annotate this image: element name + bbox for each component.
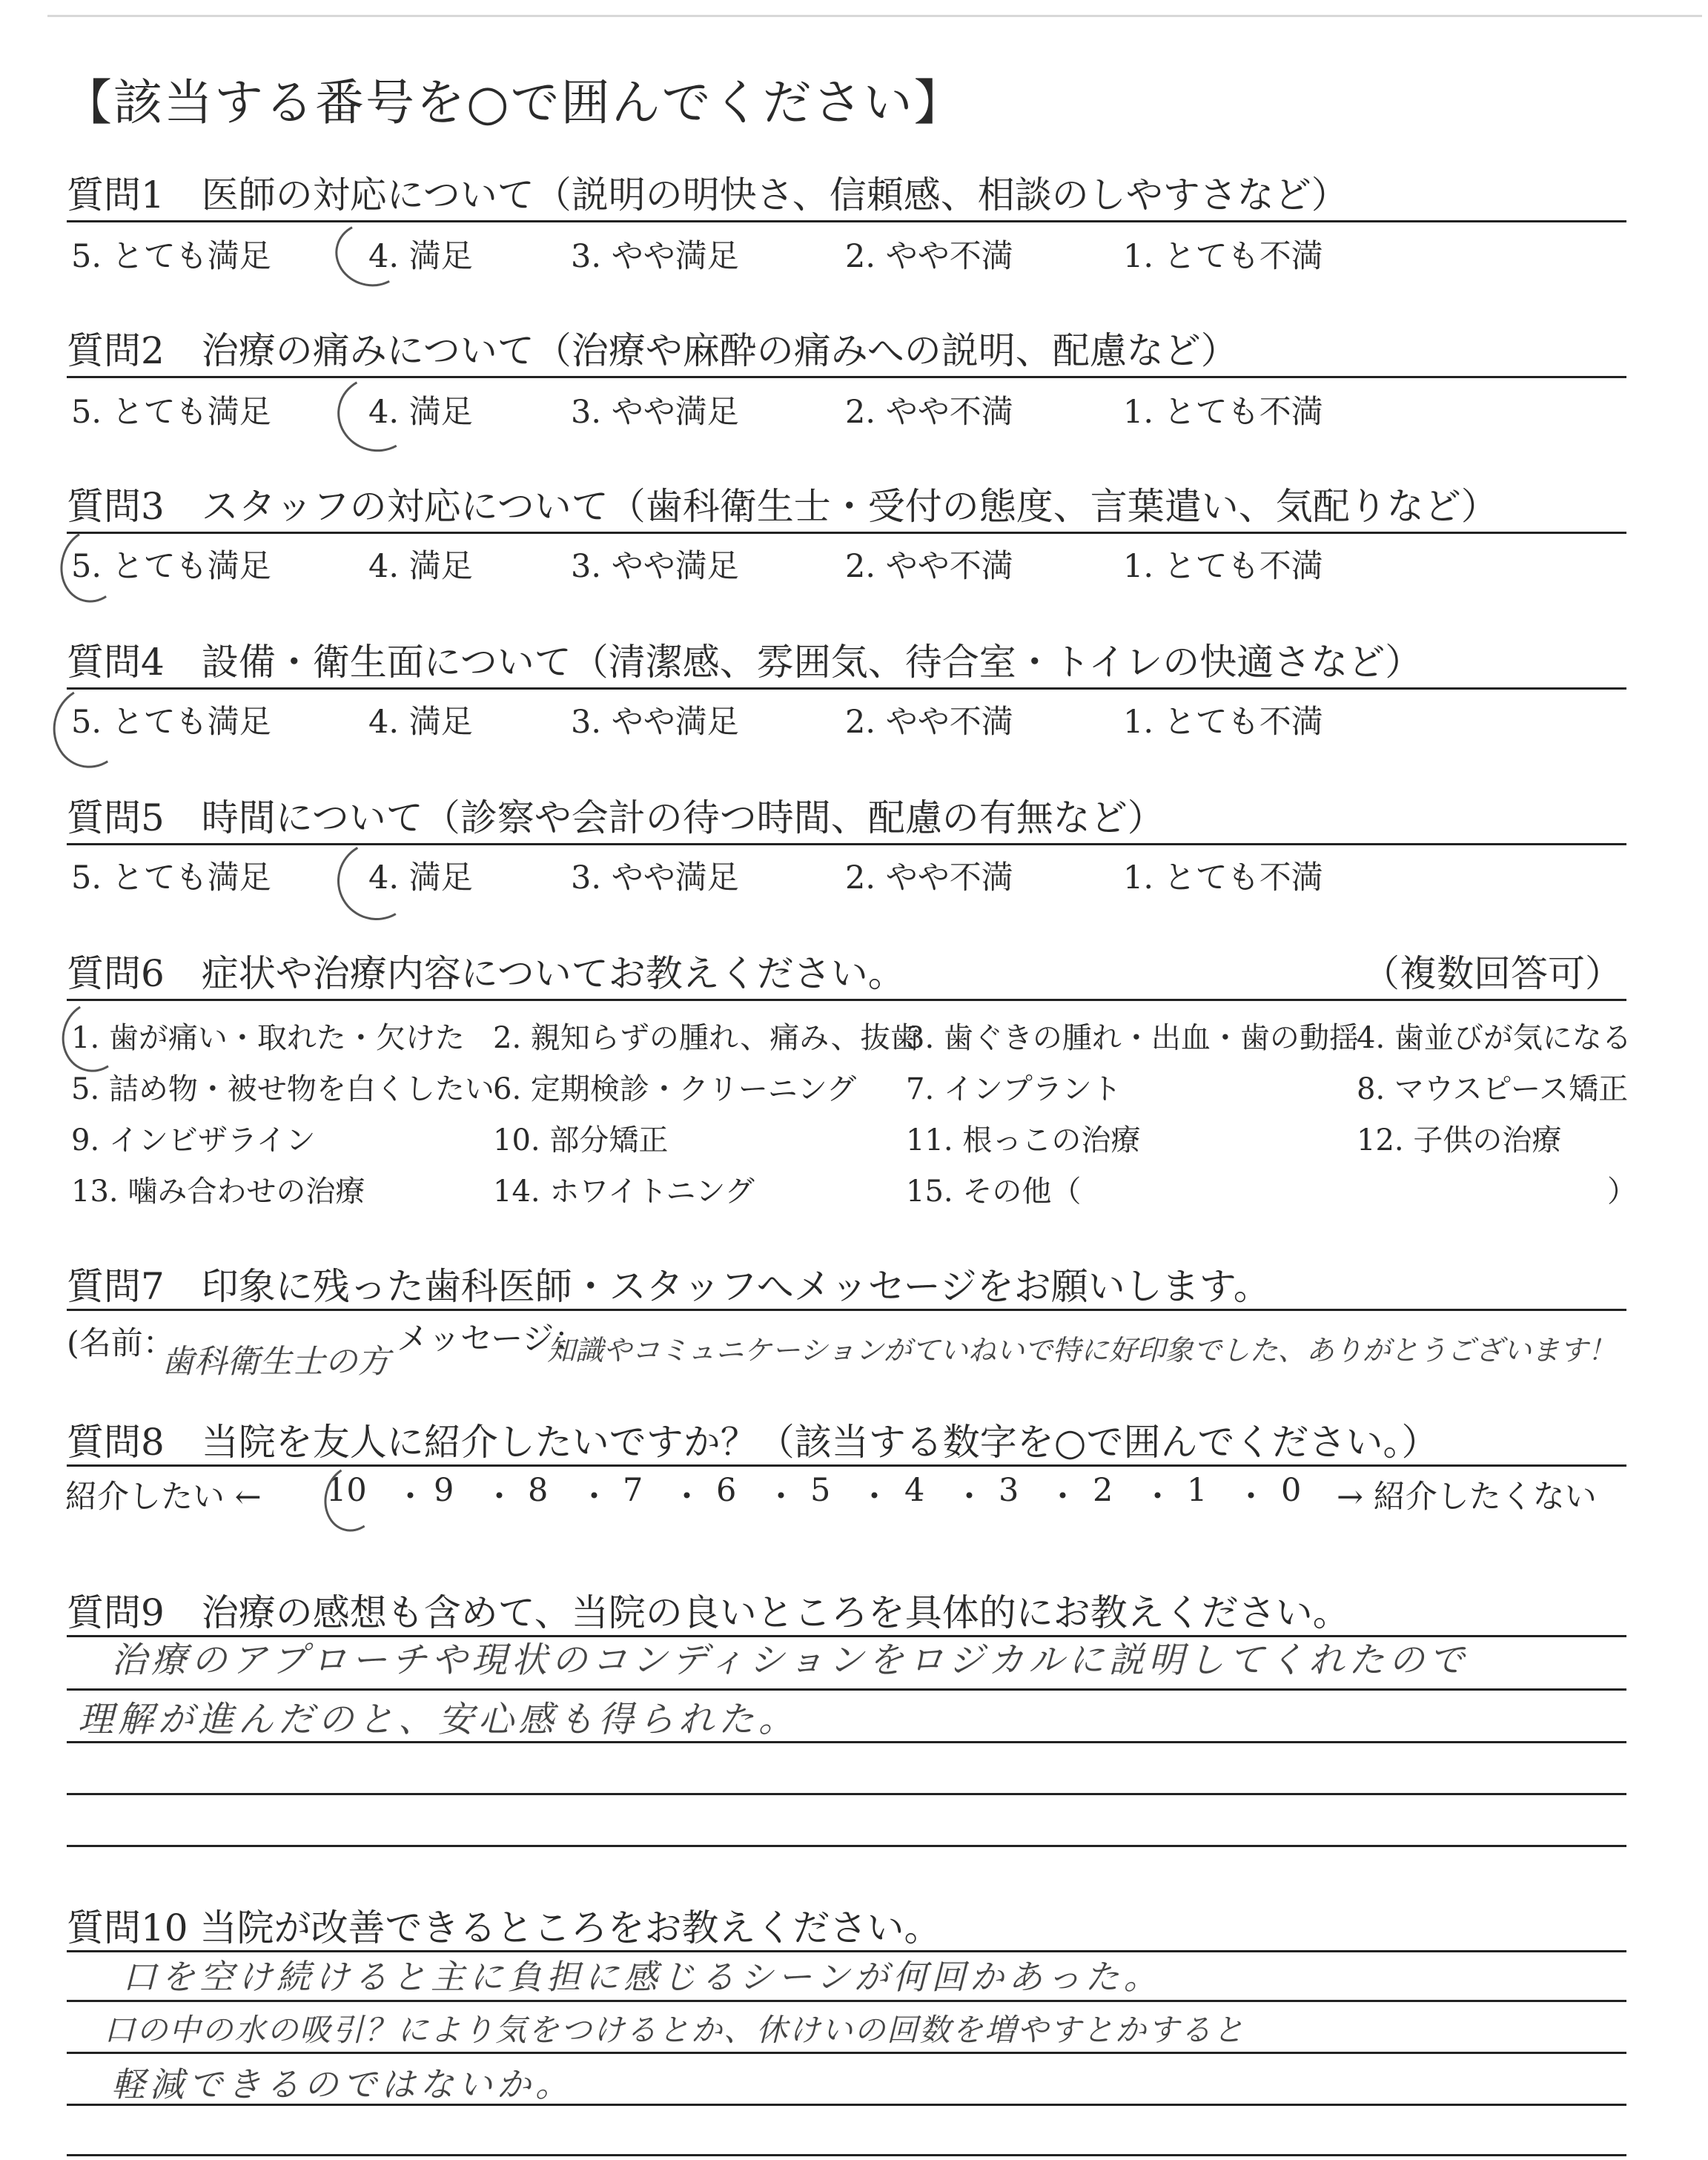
q5-option-5[interactable]: 5. とても満足: [71, 859, 271, 896]
q8-dot: ・: [858, 1479, 890, 1516]
question-7-title: 質問7 印象に残った歯科医師・スタッフへメッセージをお願いします。: [67, 1265, 1271, 1308]
q4-option-2[interactable]: 2. やや不満: [845, 704, 1013, 741]
q6-option-15[interactable]: 15. その他（: [906, 1175, 1082, 1209]
q8-dot: ・: [765, 1479, 797, 1516]
q8-scale-1[interactable]: 1: [1187, 1472, 1208, 1509]
question-10-title: 質問10 当院が改善できるところをお教えください。: [67, 1906, 941, 1949]
page-title: 【該当する番号を○で囲んでください】: [63, 74, 964, 131]
q1-option-2[interactable]: 2. やや不満: [845, 238, 1013, 275]
q8-scale-6[interactable]: 6: [716, 1472, 737, 1509]
q8-scale-9[interactable]: 9: [434, 1472, 454, 1509]
q9-line-4: [67, 1793, 1626, 1795]
q10-answer-line-3[interactable]: 軽減できるのではないか。: [111, 2064, 574, 2104]
question-4-title: 質問4 設備・衛生面について（清潔感、雰囲気、待合室・トイレの快適さなど）: [67, 641, 1423, 684]
q3-option-1[interactable]: 1. とても不満: [1123, 548, 1323, 585]
q8-dot: ・: [1047, 1479, 1079, 1516]
q4-option-3[interactable]: 3. やや満足: [571, 704, 739, 741]
q2-option-1[interactable]: 1. とても不満: [1123, 394, 1323, 431]
q2-option-3[interactable]: 3. やや満足: [571, 394, 739, 431]
q6-option-14[interactable]: 14. ホワイトニング: [493, 1175, 755, 1209]
q7-message-value[interactable]: 知識やコミュニケーションがていねいで特に好印象でした、ありがとうございます！: [547, 1334, 1616, 1367]
question-3-rule: [67, 532, 1626, 534]
question-7-rule: [67, 1309, 1626, 1311]
q10-answer-line-1[interactable]: 口を空け続けると主に負担に感じるシーンが何回かあった。: [122, 1957, 1162, 1997]
q6-option-13[interactable]: 13. 噛み合わせの治療: [71, 1175, 365, 1209]
q8-scale-3[interactable]: 3: [999, 1472, 1019, 1509]
q1-option-5[interactable]: 5. とても満足: [71, 238, 271, 275]
q9-answer-line-2[interactable]: 理解が進んだのと、安心感も得られた。: [78, 1699, 799, 1740]
question-8-title: 質問8 当院を友人に紹介したいですか？（該当する数字を○で囲んでください。）: [67, 1421, 1439, 1464]
q8-dot: ・: [1235, 1479, 1267, 1516]
q8-dot: ・: [953, 1479, 985, 1516]
q6-option-5[interactable]: 5. 詰め物・被せ物を白くしたい: [71, 1072, 494, 1106]
q3-option-5[interactable]: 5. とても満足: [71, 548, 271, 585]
q10-line-2: [67, 2000, 1626, 2002]
q2-selected-circle: [329, 368, 425, 460]
q6-option-8[interactable]: 8. マウスピース矯正: [1357, 1072, 1629, 1106]
q8-scale-4[interactable]: 4: [904, 1472, 925, 1509]
q6-option-3[interactable]: 3. 歯ぐきの腫れ・出血・歯の動揺: [906, 1021, 1359, 1055]
q1-option-3[interactable]: 3. やや満足: [571, 238, 739, 275]
q1-option-1[interactable]: 1. とても不満: [1123, 238, 1323, 275]
question-5-title: 質問5 時間について（診察や会計の待つ時間、配慮の有無など）: [67, 796, 1165, 839]
q8-scale-2[interactable]: 2: [1093, 1472, 1113, 1509]
question-1-rule: [67, 220, 1626, 222]
q5-option-4[interactable]: 4. 満足: [368, 859, 473, 896]
q8-scale-8[interactable]: 8: [528, 1472, 549, 1509]
q6-option-4[interactable]: 4. 歯並びが気になる: [1357, 1021, 1632, 1055]
q8-left-label: 紹介したい ←: [65, 1479, 262, 1516]
q4-option-1[interactable]: 1. とても不満: [1123, 704, 1323, 741]
q3-option-3[interactable]: 3. やや満足: [571, 548, 739, 585]
question-8-rule: [67, 1464, 1626, 1467]
q5-option-2[interactable]: 2. やや不満: [845, 859, 1013, 896]
q6-option-9[interactable]: 9. インビザライン: [71, 1123, 316, 1157]
q7-name-value[interactable]: 歯科衛生士の方: [162, 1343, 390, 1381]
q6-option-11[interactable]: 11. 根っこの治療: [906, 1123, 1141, 1157]
q6-option-2[interactable]: 2. 親知らずの腫れ、痛み、抜歯: [493, 1021, 920, 1055]
question-6-title: 質問6 症状や治療内容についてお教えください。: [67, 952, 905, 995]
q4-option-4[interactable]: 4. 満足: [368, 704, 473, 741]
q10-line-3: [67, 2052, 1626, 2054]
q8-scale-5[interactable]: 5: [810, 1472, 831, 1509]
question-2-rule: [67, 376, 1626, 378]
q5-selected-circle: [328, 833, 425, 929]
question-6-rule: [67, 999, 1626, 1001]
q10-answer-line-2[interactable]: 口の中の水の吸引？により気をつけるとか、休けいの回数を増やすとかすると: [104, 2012, 1246, 2048]
q7-message-label: メッセージ：: [397, 1321, 586, 1358]
q4-option-5[interactable]: 5. とても満足: [71, 704, 271, 741]
question-9-title: 質問9 治療の感想も含めて、当院の良いところを具体的にお教えください。: [67, 1591, 1350, 1634]
q9-line-5: [67, 1845, 1626, 1847]
q9-answer-line-1[interactable]: 治療のアプローチや現状のコンディションをロジカルに説明してくれたので: [111, 1639, 1469, 1681]
q3-option-2[interactable]: 2. やや不満: [845, 548, 1013, 585]
q8-dot: ・: [671, 1479, 703, 1516]
question-6-note: （複数回答可）: [1363, 952, 1622, 995]
q10-line-5: [67, 2154, 1626, 2156]
q8-dot: ・: [394, 1479, 426, 1516]
q6-option-7[interactable]: 7. インプラント: [906, 1072, 1122, 1106]
q6-option-10[interactable]: 10. 部分矯正: [493, 1123, 669, 1157]
q3-option-4[interactable]: 4. 満足: [368, 548, 473, 585]
q8-dot: ・: [1142, 1479, 1174, 1516]
q5-option-3[interactable]: 3. やや満足: [571, 859, 739, 896]
question-5-rule: [67, 843, 1626, 845]
q8-right-label: → 紹介したくない: [1337, 1479, 1597, 1516]
q8-scale-0[interactable]: 0: [1281, 1472, 1302, 1509]
q2-option-4[interactable]: 4. 満足: [368, 394, 473, 431]
q8-scale-7[interactable]: 7: [623, 1472, 643, 1509]
q8-dot: ・: [578, 1479, 610, 1516]
q8-selected-circle: [317, 1459, 389, 1539]
q8-dot: ・: [483, 1479, 515, 1516]
q4-selected-circle: [44, 678, 137, 776]
q6-option-1[interactable]: 1. 歯が痛い・取れた・欠けた: [71, 1021, 465, 1055]
question-2-title: 質問2 治療の痛みについて（治療や麻酔の痛みへの説明、配慮など）: [67, 329, 1238, 372]
q2-option-2[interactable]: 2. やや不満: [845, 394, 1013, 431]
question-3-title: 質問3 スタッフの対応について（歯科衛生士・受付の態度、言葉遣い、気配りなど）: [67, 485, 1498, 528]
q1-option-4[interactable]: 4. 満足: [368, 238, 473, 275]
top-border: [47, 15, 1702, 17]
q2-option-5[interactable]: 5. とても満足: [71, 394, 271, 431]
q8-scale-10[interactable]: 10: [326, 1472, 367, 1509]
q7-name-label: (名前：: [67, 1325, 175, 1362]
question-1-title: 質問1 医師の対応について（説明の明快さ、信頼感、相談のしやすさなど）: [67, 174, 1348, 217]
q1-selected-circle: [328, 214, 414, 294]
q6-option-6[interactable]: 6. 定期検診・クリーニング: [493, 1072, 857, 1106]
q3-selected-circle: [52, 521, 133, 610]
question-4-rule: [67, 687, 1626, 690]
q6-option-15-close: ）: [1607, 1175, 1637, 1209]
q6-option-12[interactable]: 12. 子供の治療: [1357, 1123, 1562, 1157]
q5-option-1[interactable]: 1. とても不満: [1123, 859, 1323, 896]
